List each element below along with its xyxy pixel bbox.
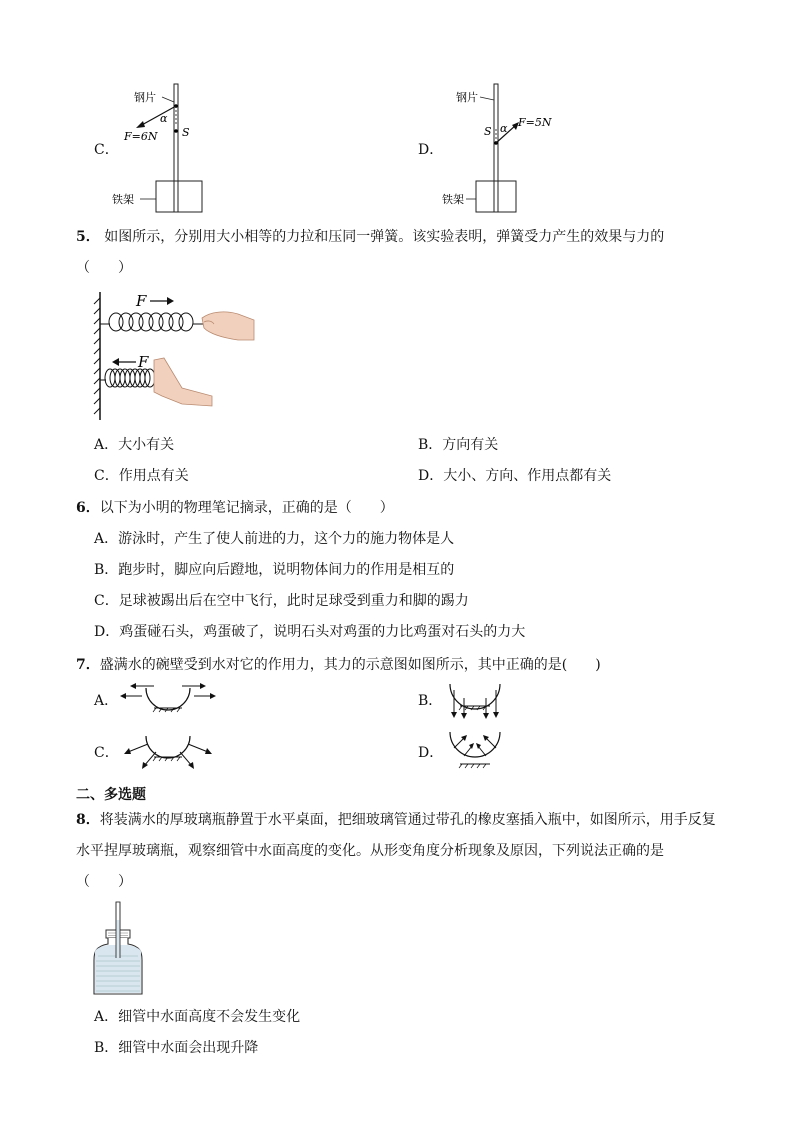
- q8-bottle-figure: [90, 900, 150, 998]
- force-label: F=6N: [124, 130, 158, 143]
- option-text: 足球被踢出后在空中飞行，此时足球受到重力和脚的踢力: [118, 593, 469, 609]
- q5-option-b: [418, 435, 498, 455]
- option-label: B．: [94, 1040, 119, 1056]
- section-title: 二、多选题: [76, 787, 146, 803]
- option-label: B．: [418, 437, 443, 453]
- q6-option-b: [94, 560, 454, 580]
- q8-option-a: [94, 1007, 300, 1027]
- steel-label: 钢片: [456, 91, 478, 104]
- question-8: [76, 810, 716, 830]
- option-text: 跑步时，脚应向后蹬地，说明物体间力的作用是相互的: [118, 562, 455, 578]
- q7-option-d-label: D．: [418, 745, 444, 761]
- q5-spring-figure: [92, 288, 262, 424]
- question-5: [76, 227, 664, 247]
- option-text: 游泳时，产生了使人前进的力，这个力的施力物体是人: [118, 531, 455, 547]
- question-text: 盛满水的碗壁受到水对它的作用力，其力的示意图如图所示，其中正确的是( ): [99, 657, 601, 673]
- q7-option-b-label: B．: [418, 693, 443, 709]
- q5-option-a: [94, 435, 174, 455]
- q4-option-d-figure: [432, 80, 562, 216]
- option-text: 细管中水面高度不会发生变化: [118, 1009, 301, 1025]
- option-text: 细管中水面会出现升降: [118, 1040, 259, 1056]
- s-label: S: [484, 125, 492, 138]
- stand-label: 铁架: [442, 193, 464, 206]
- option-label: D．: [94, 624, 120, 640]
- question-number: 8．: [76, 812, 100, 828]
- question-8-paren: （ ）: [76, 874, 132, 890]
- option-text: 鸡蛋碰石头，鸡蛋破了，说明石头对鸡蛋的力比鸡蛋对石头的力大: [119, 624, 526, 640]
- force-label-bottom: F: [138, 353, 149, 371]
- option-label: B．: [94, 562, 119, 578]
- q6-option-a: [94, 529, 454, 549]
- force-label: F=5N: [518, 116, 552, 129]
- question-text-line-1: 将装满水的厚玻璃瓶静置于水平桌面，把细玻璃管通过带孔的橡皮塞插入瓶中，如图所示，用手反复: [99, 812, 716, 828]
- q7-option-b-figure: [440, 680, 510, 720]
- q7-option-c-label: C．: [94, 745, 119, 761]
- option-label: A．: [94, 1009, 119, 1025]
- q5-option-c: [94, 466, 189, 486]
- option-text: 大小、方向、作用点都有关: [443, 468, 612, 484]
- stand-label: 铁架: [112, 193, 134, 206]
- q4-option-d-label: D．: [418, 142, 444, 158]
- option-label: A．: [94, 531, 119, 547]
- option-label: C．: [94, 468, 119, 484]
- option-label: A．: [94, 437, 119, 453]
- alpha-label: α: [500, 122, 508, 135]
- q4-option-c-figure: [110, 80, 220, 216]
- q8-option-b: [94, 1038, 258, 1058]
- question-5-paren: （ ）: [76, 260, 132, 276]
- question-text: 以下为小明的物理笔记摘录，正确的是（ ）: [99, 500, 394, 516]
- q6-option-c: [94, 591, 469, 611]
- alpha-label: α: [160, 112, 168, 125]
- question-text: 如图所示，分别用大小相等的力拉和压同一弹簧。该实验表明，弹簧受力产生的效果与力的: [104, 229, 665, 245]
- q7-option-a-figure: [118, 680, 218, 720]
- question-6: [76, 498, 394, 518]
- q4-option-c-label: C．: [94, 142, 119, 158]
- q6-option-d: [94, 622, 525, 642]
- option-label: C．: [94, 593, 119, 609]
- q7-option-c-figure: [118, 730, 218, 774]
- option-label: D．: [418, 468, 444, 484]
- steel-label: 钢片: [134, 91, 156, 104]
- option-text: 方向有关: [442, 437, 499, 453]
- question-number: 7．: [76, 657, 100, 673]
- q7-option-a-label: A．: [94, 693, 119, 709]
- question-8-line-2: 水平捏厚玻璃瓶，观察细管中水面高度的变化。从形变角度分析现象及原因，下列说法正确的是: [76, 843, 664, 859]
- question-number: 6．: [76, 500, 100, 516]
- force-label-top: F: [136, 292, 147, 310]
- q7-option-d-figure: [440, 726, 510, 776]
- question-7: [76, 655, 601, 675]
- option-text: 作用点有关: [118, 468, 189, 484]
- question-number: 5．: [76, 229, 100, 245]
- s-label: S: [182, 126, 190, 139]
- option-text: 大小有关: [118, 437, 175, 453]
- q5-option-d: [418, 466, 611, 486]
